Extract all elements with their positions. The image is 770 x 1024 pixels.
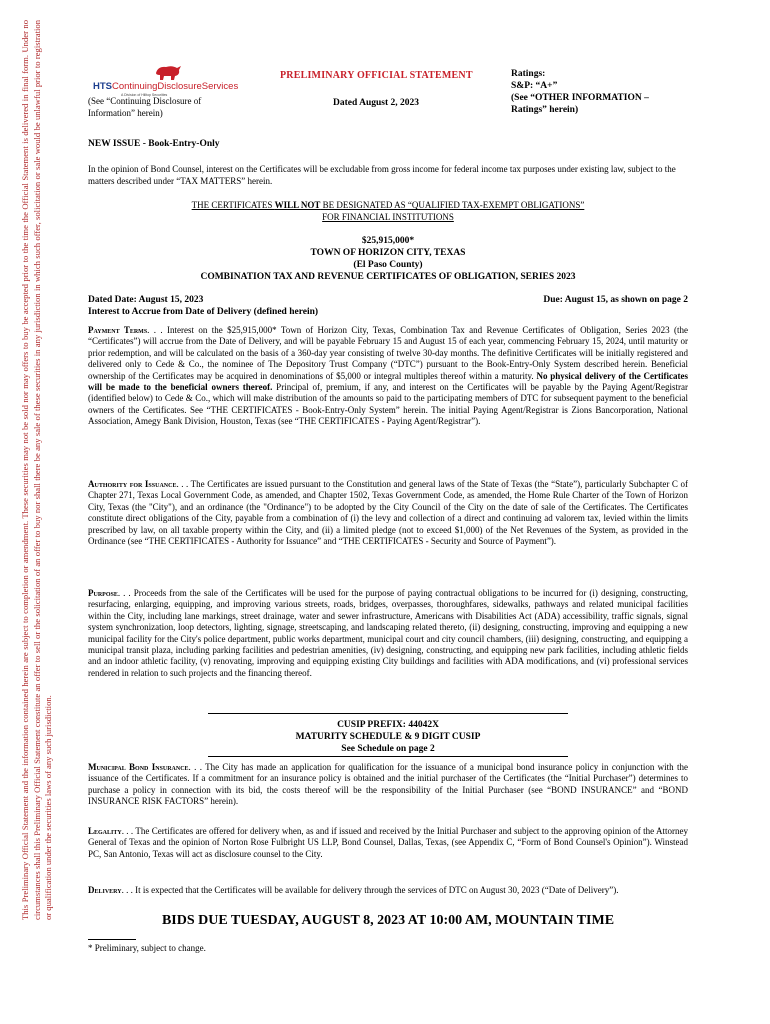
- cusip-block: [88, 719, 688, 755]
- issue-title: [88, 235, 688, 283]
- purpose-paragraph: Purpose. . . Proceeds from the sale of the Certificates will be used for the purpose of paying contractual obligations to be incurred for (i) designing, constructing, resurfacing, enlarging, equipping, and improving various streets, roads, bridges, overpasses, thoroughfares, sidewalks, pathways and related municipal facilities within the City, including lane markings, street drainage, water and sewer infrastructure, Americans with Disabilities Act (ADA) accessibility, traffic signals, signal system synchronization, loop detectors, lighting, signage, streetscaping, and landscaping related thereto, (ii) designing, constructing, improving and equipping a new municipal facility for the City's police department, public works department, municipal court and city council chambers, (iii) designing, constructing, and equipping a municipal transit plaza, including parking facilities and pedestrian amenities, (iv) designing, constructing, and equipping new park facilities, including athletic fields and an indoor athletic facility, (v) renovating, improving and equipping existing City buildings and facilities with ADA modifications, and (vi) professional services rendered in relation to such projects and the financing thereof.: [88, 588, 688, 678]
- statement-date: Dated August 2, 2023: [333, 98, 420, 108]
- continuing-disclosure-note: (See “Continuing Disclosure of Information” herein): [88, 96, 202, 118]
- bond-counsel-opinion: In the opinion of Bond Counsel, interest on the Certificates will be excludable from gross income for federal income tax purposes under existing law, subject to the matters described under “TAX MATTERS” herein.: [88, 164, 676, 186]
- issuer-name: TOWN OF HORIZON CITY, TEXAS: [310, 248, 466, 258]
- delivery-paragraph: Delivery. . . It is expected that the Certificates will be available for delivery through the services of DTC on August 30, 2023 (“Date of Delivery”).: [88, 885, 619, 895]
- schedule-reference: See Schedule on page 2: [341, 744, 435, 754]
- preliminary-official-statement-title: PRELIMINARY OFFICIAL STATEMENT: [280, 70, 473, 81]
- due-date: Due: August 15, as shown on page 2: [543, 295, 688, 305]
- logo-subtitle: A Division of Hilltop Securities: [121, 93, 168, 97]
- cusip-prefix: CUSIP PREFIX: 44042X: [337, 720, 439, 730]
- issuer-county: (El Paso County): [353, 260, 423, 270]
- qualified-tax-exempt-notice: THE CERTIFICATES WILL NOT BE DESIGNATED AS “QUALIFIED TAX-EXEMPT OBLIGATIONS” FOR FINANCIAL INSTITUTIONS: [191, 200, 585, 222]
- side-disclaimer: [20, 20, 70, 920]
- logo-wordmark: HTSContinuingDisclosureServices: [93, 81, 239, 92]
- footnote: * Preliminary, subject to change.: [88, 943, 206, 953]
- new-issue-label: NEW ISSUE - Book-Entry-Only: [88, 139, 220, 149]
- bond-insurance-paragraph: Municipal Bond Insurance. . . The City has made an application for qualification for the issuance of a municipal bond insurance policy in conjunction with the issuance of the Certificates. If a commitment for an insurance policy is obtained and the initial purchaser of the Certificates (the “Initial Purchaser”) determines to purchase a policy in connection with its bid, the costs thereof will be the responsibility of the Initial Purchaser (see “BOND INSURANCE” and “BOND INSURANCE RISK FACTORS” herein).: [88, 762, 688, 807]
- authority-paragraph: Authority for Issuance. . . The Certificates are issued pursuant to the Constitution and general laws of the State of Texas (the “State”), particularly Subchapter C of Chapter 271, Texas Local Government Code, as amended, and Chapter 1502, Texas Government Code, as amended, the Home Rule Charter of the Town of Horizon City, Texas (the "City"), and an ordinance (the "Ordinance") to be adopted by the City Council of the City on the date of sale of the Certificates. The Certificates constitute direct obligations of the City, payable from a combination of (i) the levy and collection of a direct and continuing ad valorem tax, levied within the limits prescribed by law, on all taxable property within the City, and (ii) a limited pledge (not to exceed $1,000) of the Net Revenues of the System, as provided in the Ordinance (see “THE CERTIFICATES - Authority for Issuance” and “THE CERTIFICATES - Security and Source of Payment”).: [88, 479, 688, 547]
- bull-icon: [153, 63, 183, 81]
- footnote-rule: [88, 939, 136, 940]
- header: [88, 62, 688, 132]
- side-disclaimer-text: This Preliminary Official Statement and the information contained herein are subject to completion or amendment. These securities may not be sold nor may offers to buy be accepted prior to the time the Official Statement is delivered in final form. Under no circumstances shall this Preliminary Official Statement constitute an offer to sell or the solicitation of an offer to buy nor shall there be any sale of these securities in any jurisdiction in which such offer, solicitation or sale would be unlawful prior to registration or qualification under the securities laws of any such jurisdiction.: [20, 20, 53, 920]
- issue-amount: $25,915,000*: [361, 236, 415, 246]
- legality-paragraph: Legality. . . The Certificates are offered for delivery when, as and if issued and received by the Initial Purchaser and subject to the approving opinion of the Attorney General of Texas and the opinion of Norton Rose Fulbright US LLP, Bond Counsel, Dallas, Texas, (see Appendix C, “Form of Bond Counsel's Opinion”). Winstead PC, San Antonio, Texas will act as disclosure counsel to the City.: [88, 826, 688, 859]
- series-title: COMBINATION TAX AND REVENUE CERTIFICATES OF OBLIGATION, SERIES 2023: [200, 272, 576, 282]
- ratings-block: Ratings: S&P: “A+” (See “OTHER INFORMATION – Ratings” herein): [511, 69, 649, 115]
- cusip-top-rule: [208, 713, 568, 714]
- dated-date-row: Dated Date: August 15, 2023 Interest to Accrue from Date of Delivery (defined herein) Due: August 15, as shown on page 2: [88, 295, 688, 317]
- maturity-schedule-label: MATURITY SCHEDULE & 9 DIGIT CUSIP: [295, 732, 481, 742]
- cusip-bottom-rule: [208, 756, 568, 757]
- payment-terms-paragraph: Payment Terms. . . Interest on the $25,915,000* Town of Horizon City, Texas, Combination Tax and Revenue Certificates of Obligation, Series 2023 (the “Certificates”) will accrue from the Date of Delivery, and will be payable February 15 and August 15 of each year, commencing February 15, 2024, until maturity or prior redemption, and will be calculated on the basis of a 360-day year consisting of twelve 30-day months. The definitive Certificates will be initially registered and delivered only to Cede & Co., the nominee of The Depository Trust Company (“DTC”) pursuant to the Book-Entry-Only System described herein. Beneficial ownership of the Certificates may be acquired in denominations of $5,000 or integral multiples thereof within a maturity. No physical delivery of the Certificates will be made to the beneficial owners thereof. Principal of, premium, if any, and interest on the Certificates will be payable by the Paying Agent/Registrar (identified below) to Cede & Co., which will make distribution of the amounts so paid to the participating members of DTC for subsequent payment to the beneficial owners of the Certificates. See “THE CERTIFICATES - Book-Entry-Only System” herein. The initial Paying Agent/Registrar is Zions Bancorporation, National Association, Amegy Bank Division, Houston, Texas (see “THE CERTIFICATES - Paying Agent/Registrar”).: [88, 325, 688, 427]
- bids-due-banner: BIDS DUE TUESDAY, AUGUST 8, 2023 AT 10:00 AM, MOUNTAIN TIME: [161, 913, 615, 928]
- hts-logo: [93, 65, 253, 95]
